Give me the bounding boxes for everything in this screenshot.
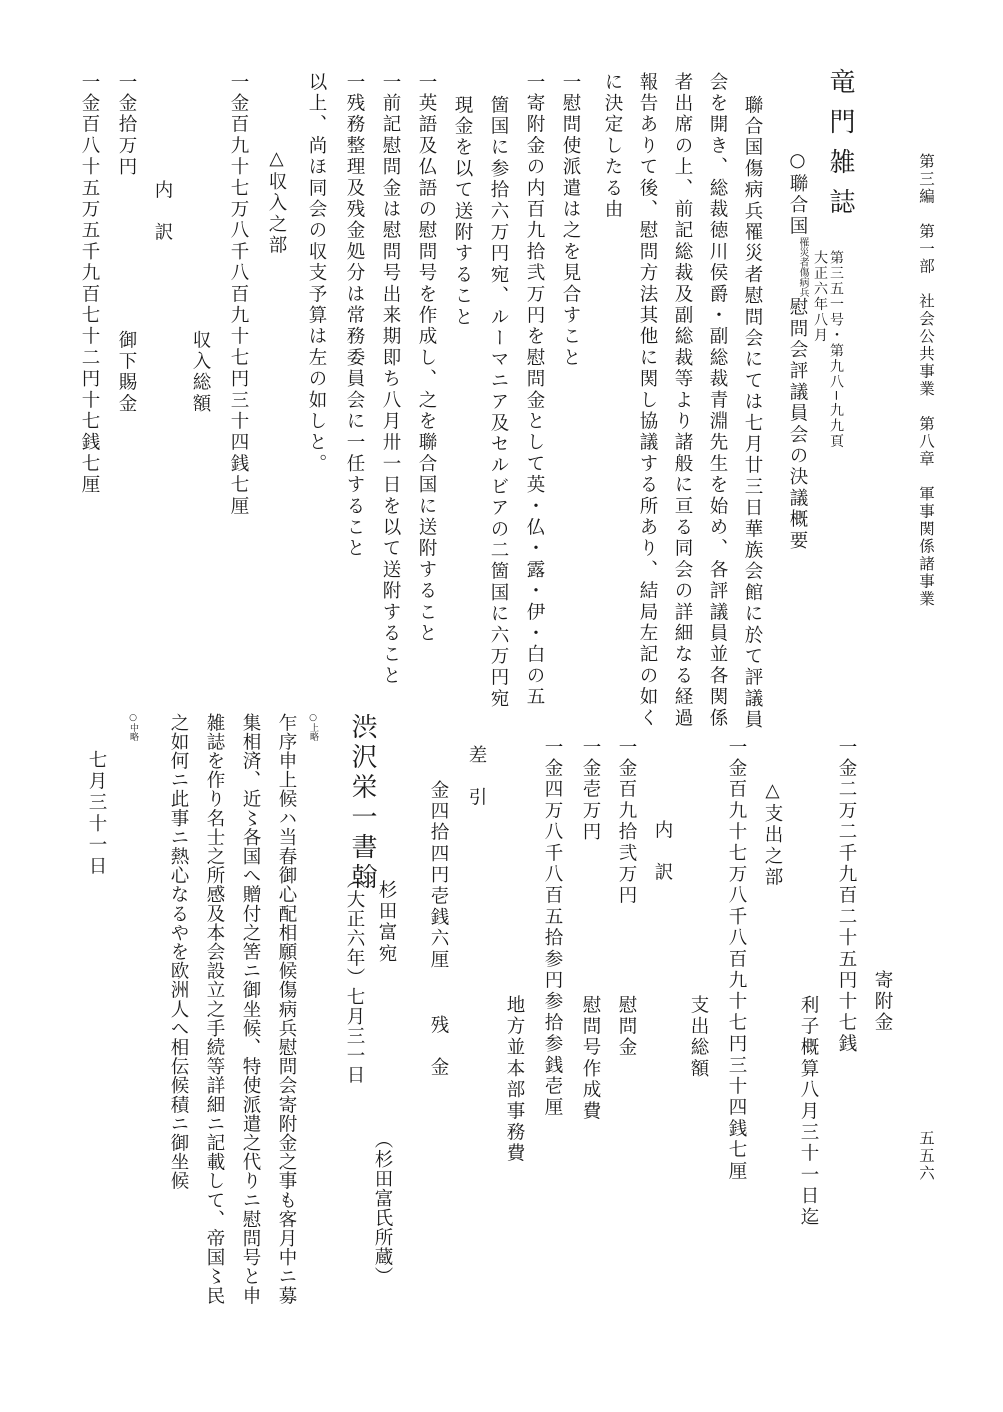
heading-warichu <box>797 237 807 297</box>
expense-item-amount: 一金百九拾弐万円 <box>616 737 637 907</box>
income-total-label: 収入総額 <box>190 330 211 415</box>
letter-body-line: 之如何ニ此事ニ熱心なるやを欧洲人へ相伝候積ニ御坐候 <box>168 713 189 1191</box>
heading-top: 聯合国 <box>787 173 808 238</box>
letter-body-line: 雑誌を作り名士之所感及本会設立之手続等詳細ニ記載して、帝国〻民 <box>204 713 225 1306</box>
resolution-line: 一英語及仏語の慰問号を作成し、之を聯合国に送附すること <box>416 72 437 645</box>
resolution-line: 一残務整理及残金処分は常務委員会に一任すること <box>344 72 365 560</box>
article-heading <box>788 150 808 552</box>
income-item-label: 利子概算八月三十一日迄 <box>798 995 819 1229</box>
article-citation-line2: 大正六年八月 <box>812 250 828 343</box>
letter-body-line: 集相済、近〻各国へ贈付之筈ニ御坐候、特使派遣之代りニ慰問号と申 <box>240 713 261 1306</box>
income-breakdown-label: 内 訳 <box>152 180 173 244</box>
income-item-amount: 一金百八十五万五千九百七十二円十七銭七厘 <box>79 72 100 496</box>
expense-total-amount: 一金百九十七万八千八百九十七円三十四銭七厘 <box>726 737 747 1183</box>
expense-item-amount: 一金壱万円 <box>580 737 601 843</box>
expense-item-label: 地方並本部事務費 <box>504 995 525 1165</box>
income-item-label: 御下賜金 <box>116 330 137 415</box>
omission-top: ○上略 <box>308 713 318 741</box>
page-number: 五五六 <box>917 1130 935 1183</box>
letter-date: （大正六年）七月三一日 <box>344 870 365 1085</box>
income-item-label: 寄附金 <box>872 970 893 1034</box>
article-title: 竜門雑誌 <box>825 68 855 228</box>
difference-label: 差 引 <box>466 745 487 809</box>
resolution-line: 箇国に参拾六万円宛、ルーマニア及セルビアの二箇国に六万円宛 <box>488 95 509 710</box>
resolution-line: 一寄附金の内百九拾弐万円を慰問金として英・仏・露・伊・白の五 <box>524 72 545 708</box>
income-item-amount: 一金二万二千九百二十五円十七銭 <box>836 737 857 1055</box>
letter-recipient: 杉田富宛 <box>376 880 397 965</box>
expense-section-title: △支出之部 <box>762 780 783 889</box>
article-body-line: 者出席の上、前記総裁及副総裁等より諸般に亘る同会の詳細なる経過 <box>672 72 693 730</box>
income-section-title: △収入之部 <box>266 148 287 257</box>
heading-mark: ○ <box>787 150 808 174</box>
balance-amount: 金四拾四円壱銭六厘 <box>428 780 449 971</box>
article-body-line: に決定したる由 <box>602 72 623 221</box>
expense-item-label: 慰問号作成費 <box>580 995 601 1123</box>
article-body-line: 会を開き、総裁徳川侯爵・副総裁青淵先生を始め、各評議員並各関係 <box>707 72 728 730</box>
expense-item-label: 慰問金 <box>616 995 637 1059</box>
expense-breakdown-label: 内 訳 <box>652 820 673 884</box>
income-total-amount: 一金百九十七万八千八百九十七円三十四銭七厘 <box>228 72 249 518</box>
letter-closing-date: 七月三十一日 <box>86 750 107 878</box>
article-body-line: 聯合国傷病兵罹災者慰問会にては七月廿三日華族会館に於て評議員 <box>742 95 763 731</box>
expense-item-amount: 一金四万八千八百五拾参円参拾参銭壱厘 <box>542 737 563 1119</box>
expense-total-label: 支出総額 <box>688 995 709 1080</box>
article-body-line: 報告ありて後、慰問方法其他に関し協議する所あり、結局左記の如く <box>637 72 658 730</box>
resolution-line: 現金を以て送附すること <box>452 95 473 329</box>
heading-rest: 慰問会評議員会の決議概要 <box>787 297 808 552</box>
income-item-amount: 一金拾万円 <box>116 72 137 178</box>
heading-sub2: 罹災者 <box>797 237 808 268</box>
letter-source: （杉田富氏所蔵） <box>372 1130 393 1286</box>
omission-mid: ○中略 <box>128 713 138 741</box>
balance-label: 残 金 <box>428 1015 449 1079</box>
resolution-line: 一前記慰問金は慰問号出来期即ち八月卅一日を以て送附すること <box>380 72 401 687</box>
heading-sub1: 傷病兵 <box>797 267 808 298</box>
letter-title: 渋沢栄一書翰 <box>347 713 377 893</box>
letter-body-line: 乍序申上候ハ当春御心配相願候傷病兵慰問会寄附金之事も客月中ニ募 <box>276 713 297 1306</box>
resolution-line: 一慰問使派遣は之を見合すこと <box>560 72 581 369</box>
resolution-line: 以上、尚ほ同会の収支予算は左の如しと。 <box>306 72 327 475</box>
running-header: 第三編 第一部 社会公共事業 第八章 軍事関係諸事業 <box>917 153 935 608</box>
article-citation-line1: 第三五一号・第九八−九九頁 <box>828 250 844 450</box>
